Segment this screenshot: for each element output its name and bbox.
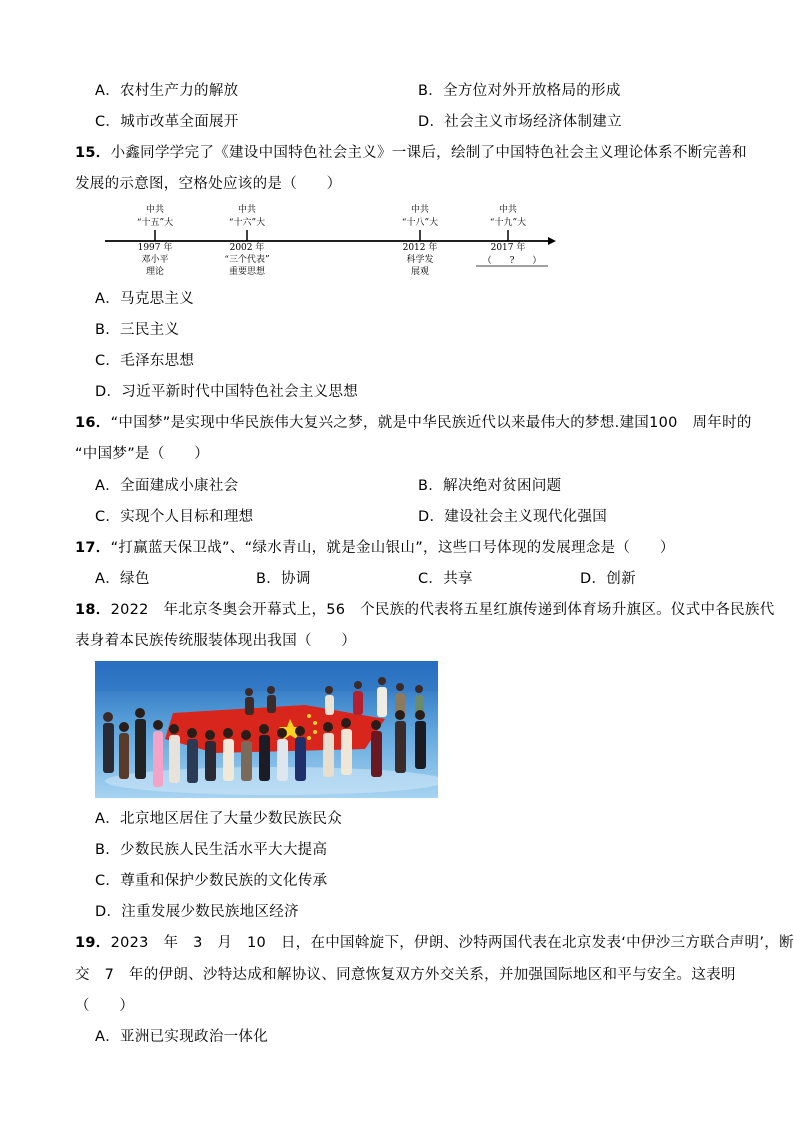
q14-option-b: B．全方位对外开放格局的形成 <box>418 83 621 99</box>
timeline-congress-1: “十五”大 <box>136 218 174 228</box>
timeline-party-2: 中共 <box>237 205 256 215</box>
q19-option-a: A．亚洲已实现政治一体化 <box>95 1029 269 1045</box>
timeline-year-3: 2012 年 <box>402 243 438 253</box>
timeline-theory-2b: 重要思想 <box>228 267 265 277</box>
theory-timeline-diagram <box>100 200 560 290</box>
q14-option-d: D．社会主义市场经济体制建立 <box>418 114 622 130</box>
q16-option-b: B．解决绝对贫困问题 <box>418 478 562 494</box>
q18-option-b: B．少数民族人民生活水平大大提高 <box>95 842 328 858</box>
q17-option-b: B．协调 <box>256 571 311 587</box>
q17-option-a: A．绿色 <box>95 571 150 587</box>
q15-option-b: B．三民主义 <box>95 322 180 338</box>
q18-option-a: A．北京地区居住了大量少数民族民众 <box>95 811 343 827</box>
timeline-theory-3b: 展观 <box>410 267 429 277</box>
timeline-party-1: 中共 <box>145 205 164 215</box>
ceremony-illustration <box>95 661 438 798</box>
timeline-year-1: 1997 年 <box>137 243 173 253</box>
q19-number: 19． <box>75 935 111 951</box>
q15-option-d: D．习近平新时代中国特色社会主义思想 <box>95 384 359 400</box>
timeline-theory-1a: 邓小平 <box>141 255 169 265</box>
olympics-flag-ceremony-photo <box>95 661 438 798</box>
q16-option-c: C．实现个人目标和理想 <box>95 509 254 525</box>
timeline-year-4: 2017 年 <box>490 243 526 253</box>
q18-stem-line1: 18．2022 年北京冬奥会开幕式上，56 个民族的代表将五星红旗传递到体育场升旗区。仪式中各民族代 <box>75 602 775 618</box>
q18-option-d: D．注重发展少数民族地区经济 <box>95 904 299 920</box>
q14-option-c: C．城市改革全面展开 <box>95 114 239 130</box>
q14-option-a: A．农村生产力的解放 <box>95 83 239 99</box>
q17-stem-line1: 17．“打赢蓝天保卫战”、“绿水青山，就是金山银山”，这些口号体现的发展理念是（ ） <box>75 540 675 556</box>
q19-stem-line1: 19．2023 年 3 月 10 日，在中国斡旋下，伊朗、沙特两国代表在北京发表‘中伊沙三方联合声明’，断 <box>75 935 794 951</box>
q15-stem-line1: 15．小鑫同学学完了《建设中国特色社会主义》一课后，绘制了中国特色社会主义理论体系不断完善和 <box>75 145 747 161</box>
timeline-year-2: 2002 年 <box>229 243 265 253</box>
q17-option-d: D．创新 <box>580 571 636 587</box>
q18-number: 18． <box>75 602 111 618</box>
timeline-party-3: 中共 <box>410 205 429 215</box>
timeline-theory-2a: “三个代表” <box>224 255 270 265</box>
q17-option-c: C．共享 <box>418 571 473 587</box>
timeline-congress-3: “十八”大 <box>401 218 439 228</box>
timeline-party-4: 中共 <box>498 205 517 215</box>
timeline-congress-4: “十九”大 <box>489 218 527 228</box>
q16-option-a: A．全面建成小康社会 <box>95 478 239 494</box>
q18-stem-line2: 表身着本民族传统服装体现出我国（ ） <box>75 633 357 649</box>
q19-stem-line2: 交 7 年的伊朗、沙特达成和解协议、同意恢复双方外交关系，并加强国际地区和平与安全。这表明 <box>75 967 736 983</box>
timeline-blank-answer: （ ? ） <box>482 256 542 266</box>
timeline-theory-1b: 理论 <box>145 267 164 277</box>
q17-number: 17． <box>75 540 111 556</box>
q16-stem-line1: 16．“中国梦”是实现中华民族伟大复兴之梦，就是中华民族近代以来最伟大的梦想.建国100 周年时的 <box>75 415 752 431</box>
q18-option-c: C．尊重和保护少数民族的文化传承 <box>95 873 328 889</box>
q15-option-c: C．毛泽东思想 <box>95 353 195 369</box>
q15-number: 15． <box>75 145 111 161</box>
q16-number: 16． <box>75 415 111 431</box>
timeline-congress-2: “十六”大 <box>228 218 266 228</box>
q15-option-a: A．马克思主义 <box>95 291 195 307</box>
timeline-theory-3a: 科学发 <box>406 255 434 265</box>
q16-option-d: D．建设社会主义现代化强国 <box>418 509 608 525</box>
q16-stem-line2: “中国梦”是（ ） <box>75 446 210 462</box>
q15-stem-line2: 发展的示意图，空格处应该的是（ ） <box>75 176 342 192</box>
q19-stem-line3: （ ） <box>75 998 135 1014</box>
